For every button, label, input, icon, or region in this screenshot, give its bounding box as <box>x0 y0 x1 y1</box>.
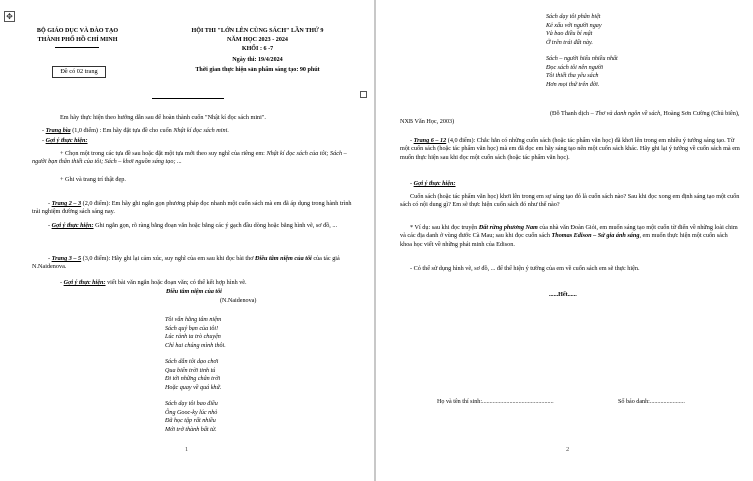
poem-line: Tôi vẫn hằng tâm niệm <box>165 317 222 323</box>
page-number-2: 2 <box>566 446 570 453</box>
task-pages-2-3-hint: - Gợi ý thực hiện: Ghi ngắn gọn, rõ ràng bằng đoạn văn hoặc bằng các ý gạch đầu dòng hoặc bằng hình vẽ, sơ đồ, ... <box>48 222 338 229</box>
poem-line: Sách dạy tôi phân biệt <box>546 14 601 20</box>
poem-line: Ông Gooc-ky lúc nhỏ <box>165 409 218 416</box>
task-cover-hint-1: + Chọn một trong các tựa đề sau hoặc đặt một tựa mới theo suy nghĩ của riêng em: Nhật kí đọc sách của tôi; Sách – người bạn thân thiết của tôi; Sách – khơi nguồn sáng tạo; ... <box>32 150 347 166</box>
poem-line: Hơn mọi thứ trên đời. <box>546 81 600 88</box>
poem-title: Điều tâm niệm của tôi <box>166 289 222 295</box>
contest-title: HỘI THI "LỚN LÊN CÙNG SÁCH" LẦN THỨ 9 <box>191 28 324 34</box>
org-line-1: BỘ GIÁO DỤC VÀ ĐÀO TẠO <box>36 28 119 34</box>
poem-line: Qua biển trời tinh tú <box>165 367 216 374</box>
org-underline <box>55 47 99 48</box>
poem-line: Ở trên trái đất này. <box>546 39 593 46</box>
task-cover: - Trang bìa (1,0 điểm) : Em hãy đặt tựa đề cho cuốn Nhật kí đọc sách mini. <box>42 127 229 134</box>
poem-source: (Đỗ Thanh dịch – Thơ và danh ngôn về sách, Hoàng Sơn Cường (Chủ biên), NXB Văn Học, 2003) <box>400 110 740 126</box>
move-handle-icon[interactable]: ✥ <box>4 11 15 22</box>
poem-line: Đi tới những chân trời <box>165 376 221 382</box>
resize-handle-icon[interactable] <box>360 91 367 98</box>
poem-line: Sách quý bạn của tôi! <box>165 325 219 332</box>
task-cover-hint-2: + Ghi và trang trí thật đẹp. <box>60 176 126 183</box>
school-year: NĂM HỌC 2023 - 2024 <box>227 37 288 43</box>
page-number-1: 1 <box>185 446 189 453</box>
poem-line: Sách – người hiểu nhiều nhất <box>546 56 618 62</box>
header-rule <box>152 98 224 99</box>
candidate-name-field: Họ và tên thí sinh:............................................... <box>437 399 554 405</box>
poem-line: Sách dẫn tôi dạo chơi <box>165 359 219 365</box>
exam-date: Ngày thi: 19/4/2024 <box>232 57 283 63</box>
task-cover-hint-label: - Gợi ý thực hiện: <box>42 137 88 144</box>
poem-line: Mới trở thành bất tử. <box>165 426 217 433</box>
candidate-number-field: Số báo danh:....................... <box>618 399 685 405</box>
exam-duration: Thời gian thực hiện sản phẩm sáng tạo: 90 phút <box>195 67 320 73</box>
page-count-box: Đề có 02 trang <box>52 66 106 78</box>
poem-line: Lúc rảnh ta trò chuyện <box>165 334 221 340</box>
end-mark: ......Hết...... <box>549 292 577 298</box>
grade-level: KHỐI : 6 -7 <box>241 46 274 52</box>
intro-text: Em hãy thực hiện theo hướng dẫn sau để hoàn thành cuốn "Nhật kí đọc sách mini". <box>60 114 266 121</box>
page-2 <box>378 0 753 481</box>
task-pages-6-12-hint-label: - Gợi ý thực hiện: <box>410 180 456 187</box>
poem-line: Chỉ hai chúng mình thôi. <box>165 342 226 349</box>
poem-line: Và bao điều bí mật <box>546 31 593 37</box>
poem-author: (N.Naidenova) <box>220 298 257 304</box>
org-line-2: THÀNH PHỐ HỒ CHÍ MINH <box>37 37 118 43</box>
poem-line: Đọc sách tôi nên người <box>546 64 604 71</box>
page-divider <box>374 0 376 481</box>
task-pages-6-12: - Trang 6 – 12 (4,0 điểm): Chắc hẳn có những cuốn sách (hoặc tác phẩm văn học) đã khơi lên trong em nhiều ý tưởng sáng tạo. Từ một cuốn sách (hoặc tác phẩm văn học) mà em đã đọc em hãy sáng tạo nên một cuốn sách khác. Hãy ghi lại ý tưởng về cuốn sách mà em muốn thực hiện sau khi đọc một cuốn sách (hoặc tác phẩm văn học). <box>400 137 740 161</box>
task-pages-2-3: - Trang 2 – 3 (2,0 điểm): Em hãy ghi ngắn gọn phương pháp đọc nhanh một cuốn sách mà em đã áp dụng trong hành trình trải nghiệm đường sách sáng nay. <box>32 200 352 216</box>
task-pages-3-5: - Trang 3 – 5 (3,0 điểm): Hãy ghi lại cảm xúc, suy nghĩ của em sau khi đọc bài thơ Điều tâm niệm của tôi của tác giả N.Naidenova. <box>32 255 340 271</box>
poem-line: Đã học tập rất nhiều <box>165 418 216 424</box>
task-pages-6-12-hint-3: - Có thể sử dụng hình vẽ, sơ đồ, ... để thể hiện ý tưởng của em về cuốn sách em sẽ thực hiện. <box>410 265 640 272</box>
poem-line: Kẻ xấu với người ngay <box>546 22 602 29</box>
poem-line: Sách dạy tôi bao điều <box>165 401 218 407</box>
poem-line: Tôi thiết tha yêu sách <box>546 73 599 79</box>
page-1 <box>0 0 372 481</box>
poem-line: Hoặc quay về quá khứ. <box>165 384 222 391</box>
task-pages-6-12-hint-2: * Ví dụ: sau khi đọc truyện Đất rừng phương Nam của nhà văn Đoàn Giỏi, em muốn sáng tạo một cuốn từ điển về những loài chim và các địa danh ở vùng đước Cà Mau; sau khi đọc cuốn sách Thomas Edison – Sử gia ánh sáng, em muốn thực hiện một cuốn sách khoa học viết về những phát minh của Edison. <box>400 224 738 248</box>
task-pages-6-12-hint-1: Cuốn sách (hoặc tác phẩm văn học) khơi lên trong em sự sáng tạo đó là cuốn sách nào? Sau khi đọc xong em định sáng tạo một cuốn sách có nội dung gì? Em sẽ thực hiện cuốn sách đó như thế nào? <box>400 193 740 209</box>
task-pages-3-5-hint: - Gợi ý thực hiện: viết bài văn ngắn hoặc đoạn văn; có thể kết hợp hình vẽ. <box>60 279 247 286</box>
